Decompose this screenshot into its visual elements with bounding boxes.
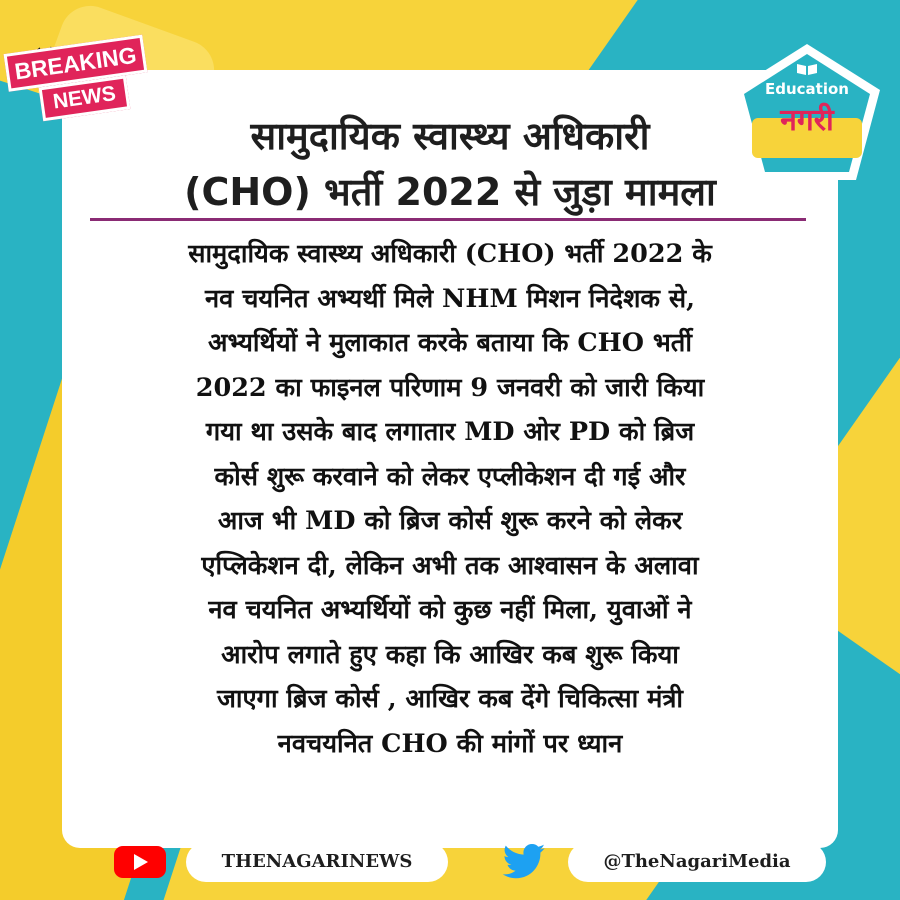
article-body: [72, 232, 828, 766]
logo-nagri-text: नगरी: [780, 103, 834, 138]
book-icon: [796, 62, 818, 76]
body-line: नव चयनित अभ्यर्थियों को कुछ नहीं मिला, युवाओं ने: [208, 595, 692, 625]
education-nagri-logo: [728, 40, 886, 190]
youtube-handle[interactable]: THENAGARINEWS: [186, 842, 448, 882]
logo-education-text: Education: [765, 80, 849, 98]
body-line: आज भी MD को ब्रिज कोर्स शुरू करने को लेकर: [217, 506, 683, 536]
body-line: नव चयनित अभ्यर्थी मिले NHM मिशन निदेशक से,: [205, 283, 695, 314]
body-line: जाएगा ब्रिज कोर्स , आखिर कब देंगे चिकित्सा मंत्री: [216, 684, 684, 714]
body-line: सामुदायिक स्वास्थ्य अधिकारी (CHO) भर्ती 2022 के: [188, 239, 712, 269]
headline-line-2: (CHO) भर्ती 2022 से जुड़ा मामला: [184, 170, 716, 214]
body-line: कोर्स शुरू करवाने को लेकर एप्लीकेशन दी गई और: [214, 461, 686, 492]
news-card: [62, 70, 838, 848]
breaking-label: BREAKING: [4, 35, 148, 92]
twitter-icon[interactable]: [498, 838, 550, 886]
body-line: गया था उसके बाद लगातार MD ओर PD को ब्रिज: [205, 417, 695, 447]
body-line: अभ्यर्थियों ने मुलाकात करके बताया कि CHO भर्ती: [208, 328, 692, 358]
news-label: NEWS: [39, 75, 131, 121]
twitter-handle[interactable]: @TheNagariMedia: [568, 842, 826, 882]
body-line: नवचयनित CHO की मांगों पर ध्यान: [277, 728, 623, 759]
body-line: एप्लिकेशन दी, लेकिन अभी तक आश्वासन के अलावा: [201, 550, 699, 581]
body-line: 2022 का फाइनल परिणाम 9 जनवरी को जारी किया: [195, 372, 705, 403]
headline: [122, 108, 778, 220]
headline-line-1: सामुदायिक स्वास्थ्य अधिकारी: [250, 114, 650, 158]
social-footer: [0, 838, 900, 886]
body-line: आरोप लगाते हुए कहा कि आखिर कब शुरू किया: [221, 639, 679, 670]
youtube-icon[interactable]: [112, 842, 168, 882]
headline-divider: [90, 218, 806, 221]
